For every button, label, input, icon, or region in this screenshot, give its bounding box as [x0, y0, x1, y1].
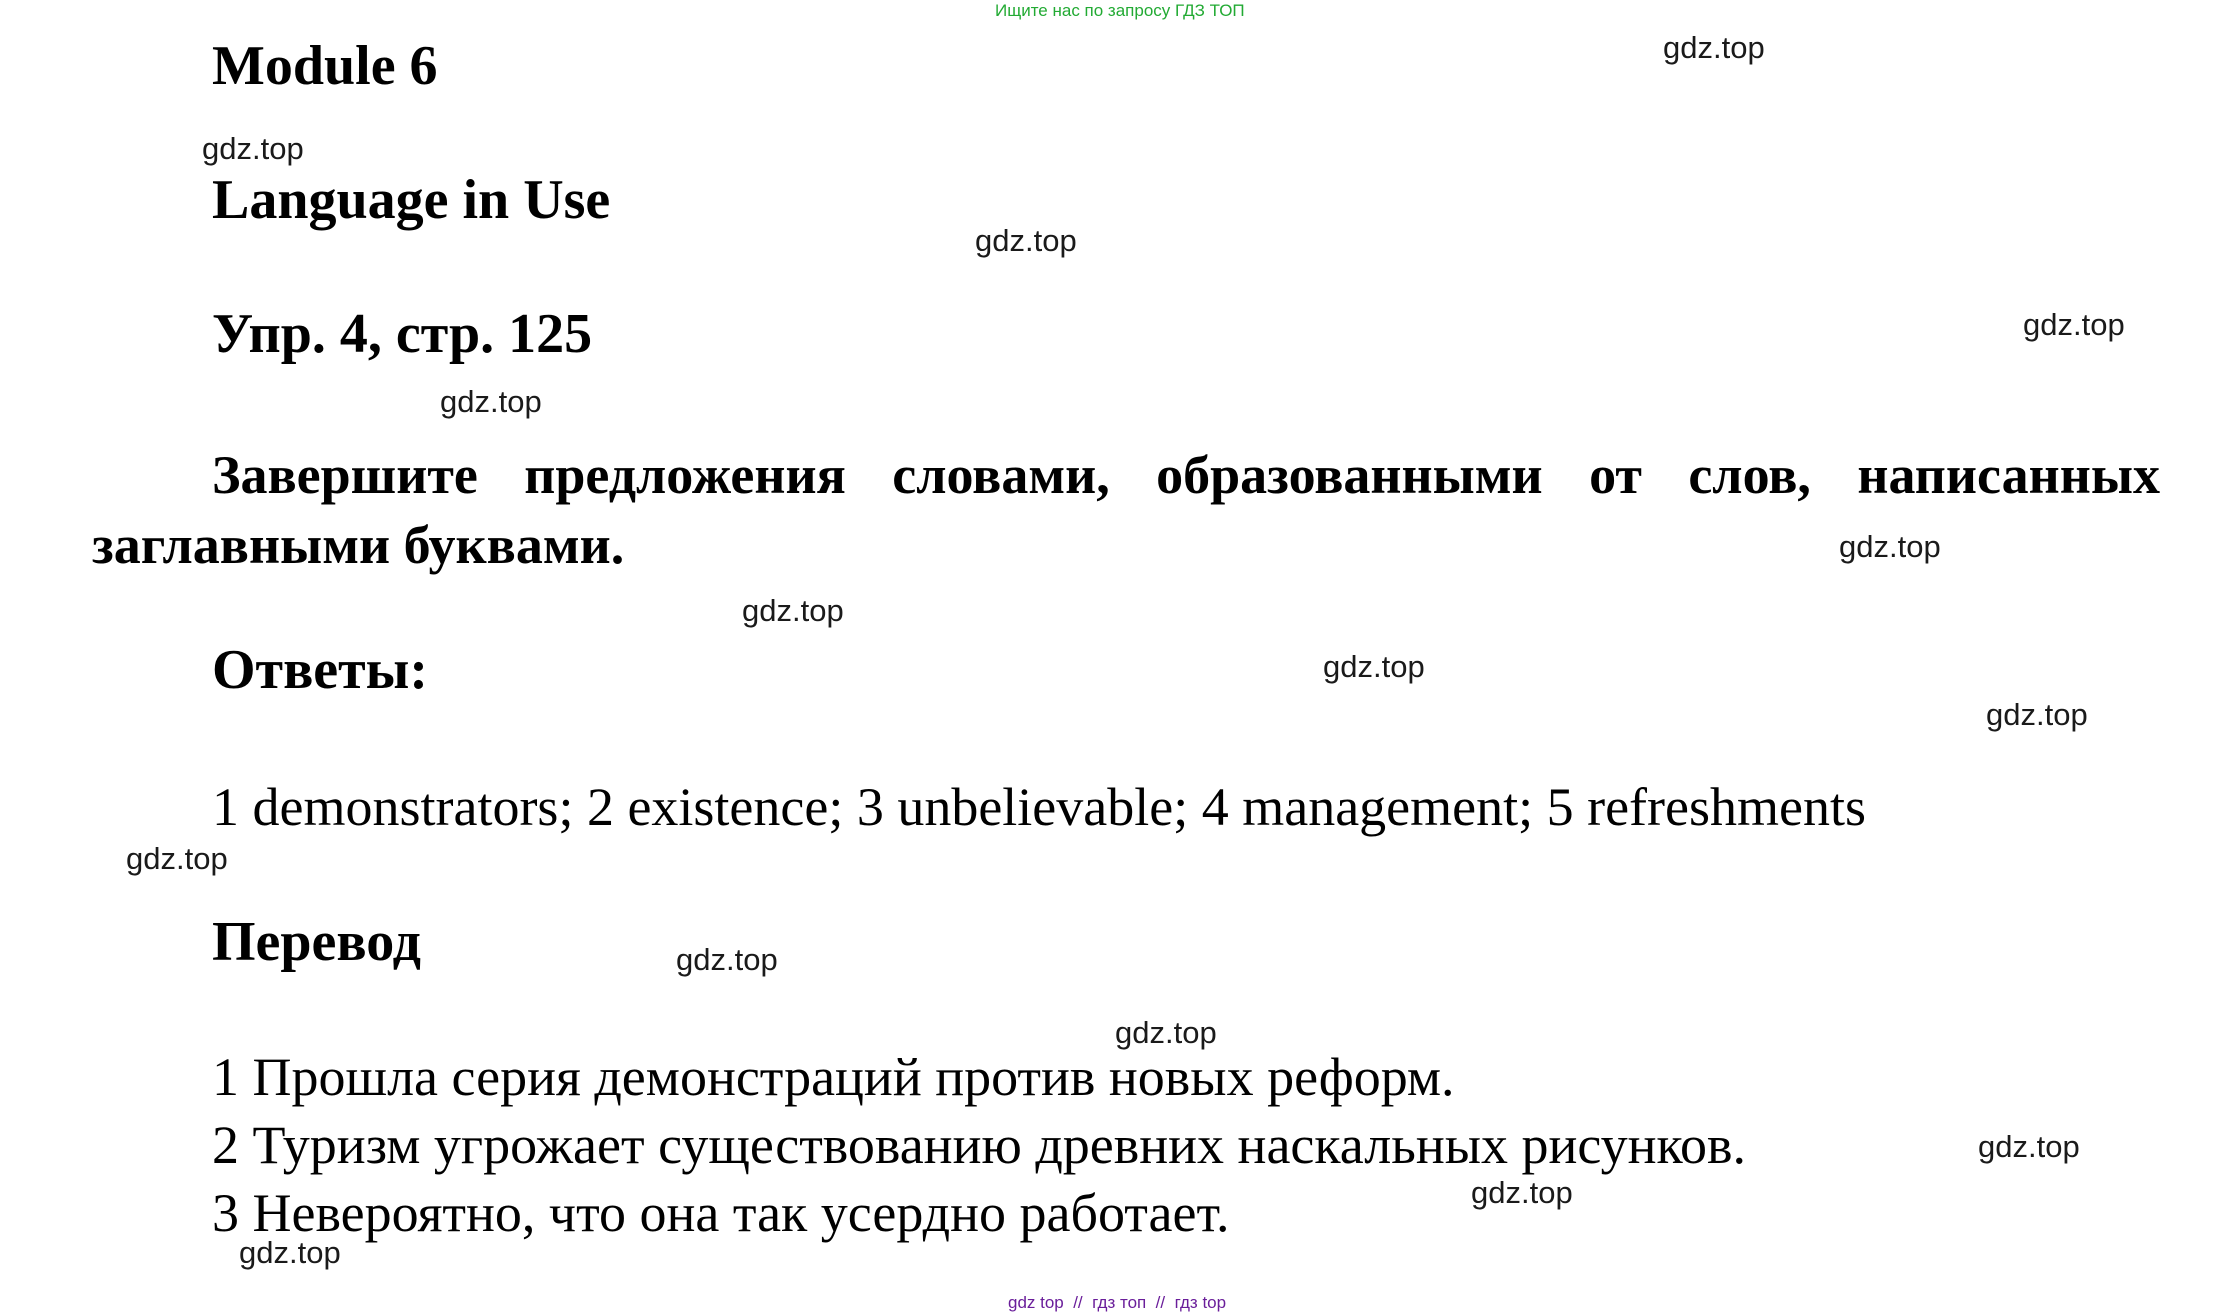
watermark: gdz.top [975, 223, 1077, 258]
watermark: gdz.top [1978, 1129, 2080, 1164]
watermark: gdz.top [1115, 1015, 1217, 1050]
watermark: gdz.top [1323, 649, 1425, 684]
translation-line-3: 3 Невероятно, что она так усердно работает. [212, 1183, 1230, 1243]
watermark: gdz.top [239, 1235, 341, 1270]
watermark: gdz.top [2023, 307, 2125, 342]
watermark: gdz.top [202, 131, 304, 166]
search-hint: Ищите нас по запросу ГДЗ ТОП [995, 1, 1245, 20]
footer-links: gdz top // гдз топ // гдз top [1008, 1293, 1227, 1312]
translation-line-1: 1 Прошла серия демонстраций против новых реформ. [212, 1047, 1455, 1107]
watermark: gdz.top [1471, 1175, 1573, 1210]
watermark: gdz.top [742, 593, 844, 628]
watermark: gdz.top [1986, 697, 2088, 732]
module-title: Module 6 [212, 35, 438, 97]
watermark: gdz.top [676, 942, 778, 977]
answers-line: 1 demonstrators; 2 existence; 3 unbelievable; 4 management; 5 refreshments [212, 777, 1866, 837]
translation-heading: Перевод [212, 911, 421, 973]
watermark: gdz.top [1663, 30, 1765, 65]
answers-heading: Ответы: [212, 639, 429, 701]
watermark: gdz.top [126, 841, 228, 876]
watermark: gdz.top [1839, 529, 1941, 564]
translation-line-2: 2 Туризм угрожает существованию древних наскальных рисунков. [212, 1115, 1747, 1175]
instruction-text: Завершите предложения словами, образованными от слов, написанных заглавными буквами. [92, 445, 2160, 575]
section-title: Language in Use [212, 169, 611, 231]
exercise-title: Упр. 4, стр. 125 [212, 303, 593, 365]
watermark: gdz.top [440, 384, 542, 419]
